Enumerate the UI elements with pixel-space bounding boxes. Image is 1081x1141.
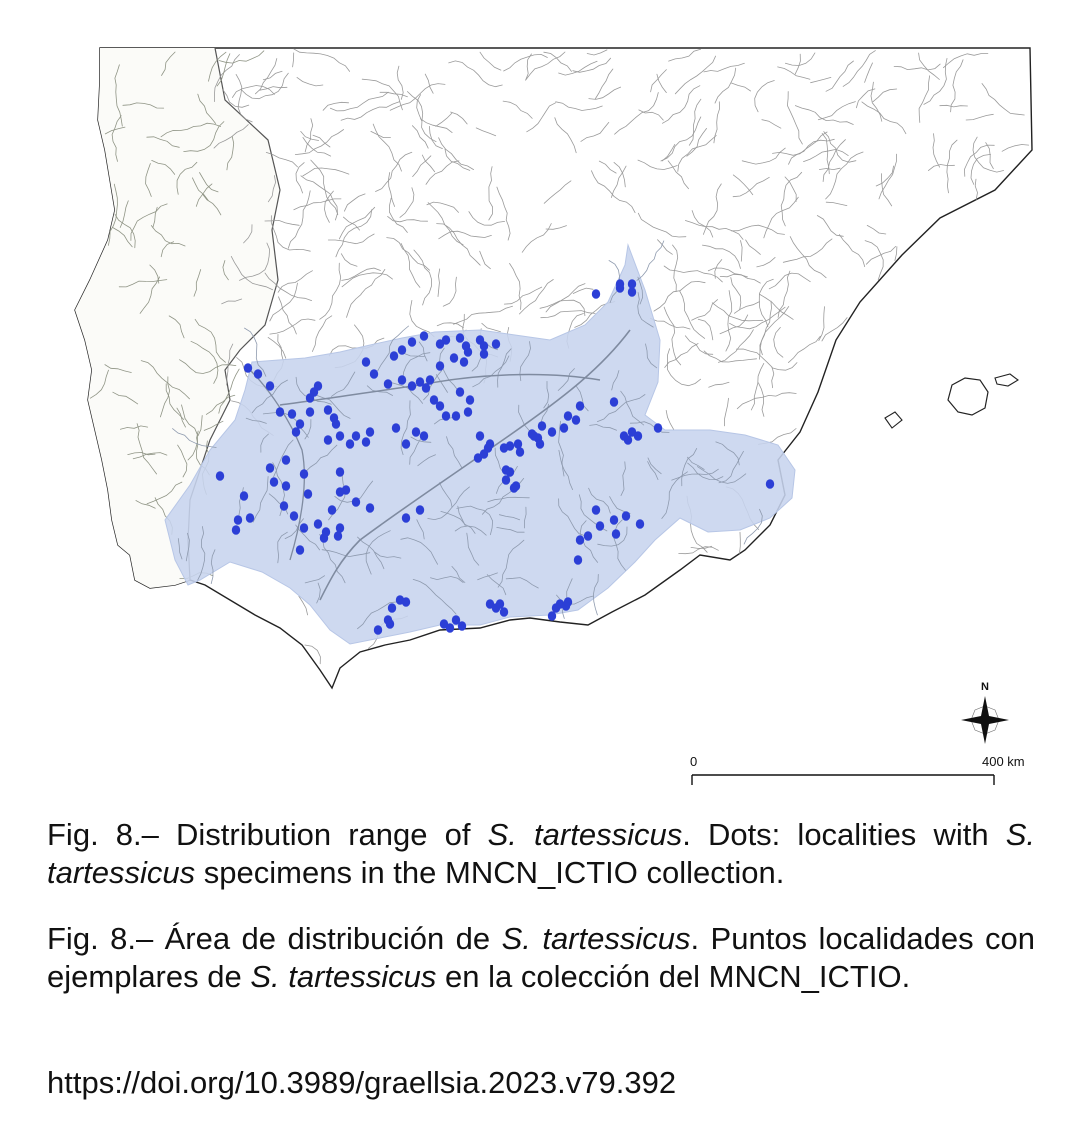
locality-dot (480, 349, 488, 359)
locality-dot (416, 505, 424, 515)
locality-dot (576, 535, 584, 545)
locality-dot (436, 401, 444, 411)
locality-dot (458, 621, 466, 631)
locality-dot (388, 603, 396, 613)
locality-dot (244, 363, 252, 373)
locality-dot (282, 455, 290, 465)
locality-dot (362, 437, 370, 447)
caption-english: Fig. 8.– Distribution range of S. tartessicus. Dots: localities with S. tartessicus specimens in the MNCN_ICTIO collection. (47, 817, 1035, 890)
locality-dot (346, 439, 354, 449)
locality-dot (306, 393, 314, 403)
locality-dot (276, 407, 284, 417)
locality-dot (370, 369, 378, 379)
locality-dot (766, 479, 774, 489)
locality-dot (362, 357, 370, 367)
locality-dot (634, 431, 642, 441)
locality-dot (270, 477, 278, 487)
locality-dot (548, 427, 556, 437)
locality-dot (306, 407, 314, 417)
locality-dot (596, 521, 604, 531)
locality-dot (452, 411, 460, 421)
caption-spanish: Fig. 8.– Área de distribución de S. tartessicus. Puntos localidades con ejemplares de S. tartessicus en la colección del MNCN_ICTIO. (47, 921, 1036, 994)
locality-dot (282, 481, 290, 491)
locality-dot (234, 515, 242, 525)
scale-bar (690, 754, 1025, 785)
locality-dot (296, 545, 304, 555)
locality-dot (332, 419, 340, 429)
locality-dot (420, 331, 428, 341)
locality-dot (446, 623, 454, 633)
locality-dot (654, 423, 662, 433)
locality-dot (324, 435, 332, 445)
locality-dot (366, 427, 374, 437)
locality-dot (492, 339, 500, 349)
locality-dot (512, 481, 520, 491)
doi-link[interactable]: https://doi.org/10.3989/graellsia.2023.v79.392 (47, 1065, 677, 1100)
locality-dot (386, 619, 394, 629)
locality-dot (374, 625, 382, 635)
locality-dot (324, 405, 332, 415)
locality-dot (416, 377, 424, 387)
scale-end-label: 400 km (982, 754, 1025, 769)
locality-dot (564, 411, 572, 421)
locality-dot (232, 525, 240, 535)
locality-dot (442, 411, 450, 421)
map-figure (40, 40, 1040, 800)
locality-dot (548, 611, 556, 621)
locality-dot (412, 427, 420, 437)
locality-dot (304, 489, 312, 499)
locality-dot (464, 347, 472, 357)
locality-dot (266, 463, 274, 473)
locality-dot (622, 511, 630, 521)
locality-dot (536, 439, 544, 449)
scale-start-label: 0 (690, 754, 698, 769)
locality-dot (506, 441, 514, 451)
locality-dot (390, 351, 398, 361)
locality-dot (246, 513, 254, 523)
ibiza-island (885, 412, 902, 428)
locality-dot (436, 361, 444, 371)
locality-dot (384, 379, 392, 389)
locality-dot (456, 387, 464, 397)
locality-dot (450, 353, 458, 363)
locality-dot (616, 279, 624, 289)
locality-dot (314, 519, 322, 529)
locality-dot (576, 401, 584, 411)
locality-dot (288, 409, 296, 419)
locality-dot (476, 431, 484, 441)
locality-dot (402, 597, 410, 607)
locality-dot (280, 501, 288, 511)
distribution-map (40, 40, 1040, 800)
locality-dot (336, 467, 344, 477)
locality-dot (334, 531, 342, 541)
locality-dot (420, 431, 428, 441)
locality-dot (480, 449, 488, 459)
north-arrow (961, 681, 1009, 744)
locality-dot (352, 497, 360, 507)
locality-dot (336, 431, 344, 441)
locality-dot (564, 597, 572, 607)
locality-dot (572, 415, 580, 425)
locality-dot (610, 515, 618, 525)
locality-dot (500, 607, 508, 617)
locality-dot (538, 421, 546, 431)
locality-dot (574, 555, 582, 565)
locality-dot (408, 337, 416, 347)
locality-dot (392, 423, 400, 433)
locality-dot (530, 431, 538, 441)
locality-dot (336, 487, 344, 497)
locality-dot (628, 279, 636, 289)
locality-dot (352, 431, 360, 441)
locality-dot (266, 381, 274, 391)
menorca-island (995, 374, 1018, 386)
locality-dot (456, 333, 464, 343)
locality-dot (610, 397, 618, 407)
locality-dot (402, 513, 410, 523)
locality-dot (502, 475, 510, 485)
locality-dot (398, 375, 406, 385)
locality-dot (292, 427, 300, 437)
locality-dot (486, 439, 494, 449)
mallorca-island (948, 378, 988, 415)
north-label: N (981, 681, 989, 693)
locality-dot (290, 511, 298, 521)
compass-star-icon (961, 696, 1009, 744)
locality-dot (560, 423, 568, 433)
locality-dot (460, 357, 468, 367)
locality-dot (254, 369, 262, 379)
locality-dot (442, 335, 450, 345)
locality-dot (402, 439, 410, 449)
locality-dot (408, 381, 416, 391)
locality-dot (584, 531, 592, 541)
locality-dot (466, 395, 474, 405)
locality-dot (636, 519, 644, 529)
locality-dot (516, 447, 524, 457)
locality-dot (624, 435, 632, 445)
locality-dot (328, 505, 336, 515)
locality-dot (398, 345, 406, 355)
locality-dot (612, 529, 620, 539)
locality-dot (300, 469, 308, 479)
locality-dot (592, 289, 600, 299)
locality-dot (300, 523, 308, 533)
locality-dot (464, 407, 472, 417)
locality-dot (592, 505, 600, 515)
locality-dot (240, 491, 248, 501)
locality-dot (366, 503, 374, 513)
locality-dot (322, 527, 330, 537)
locality-dot (216, 471, 224, 481)
